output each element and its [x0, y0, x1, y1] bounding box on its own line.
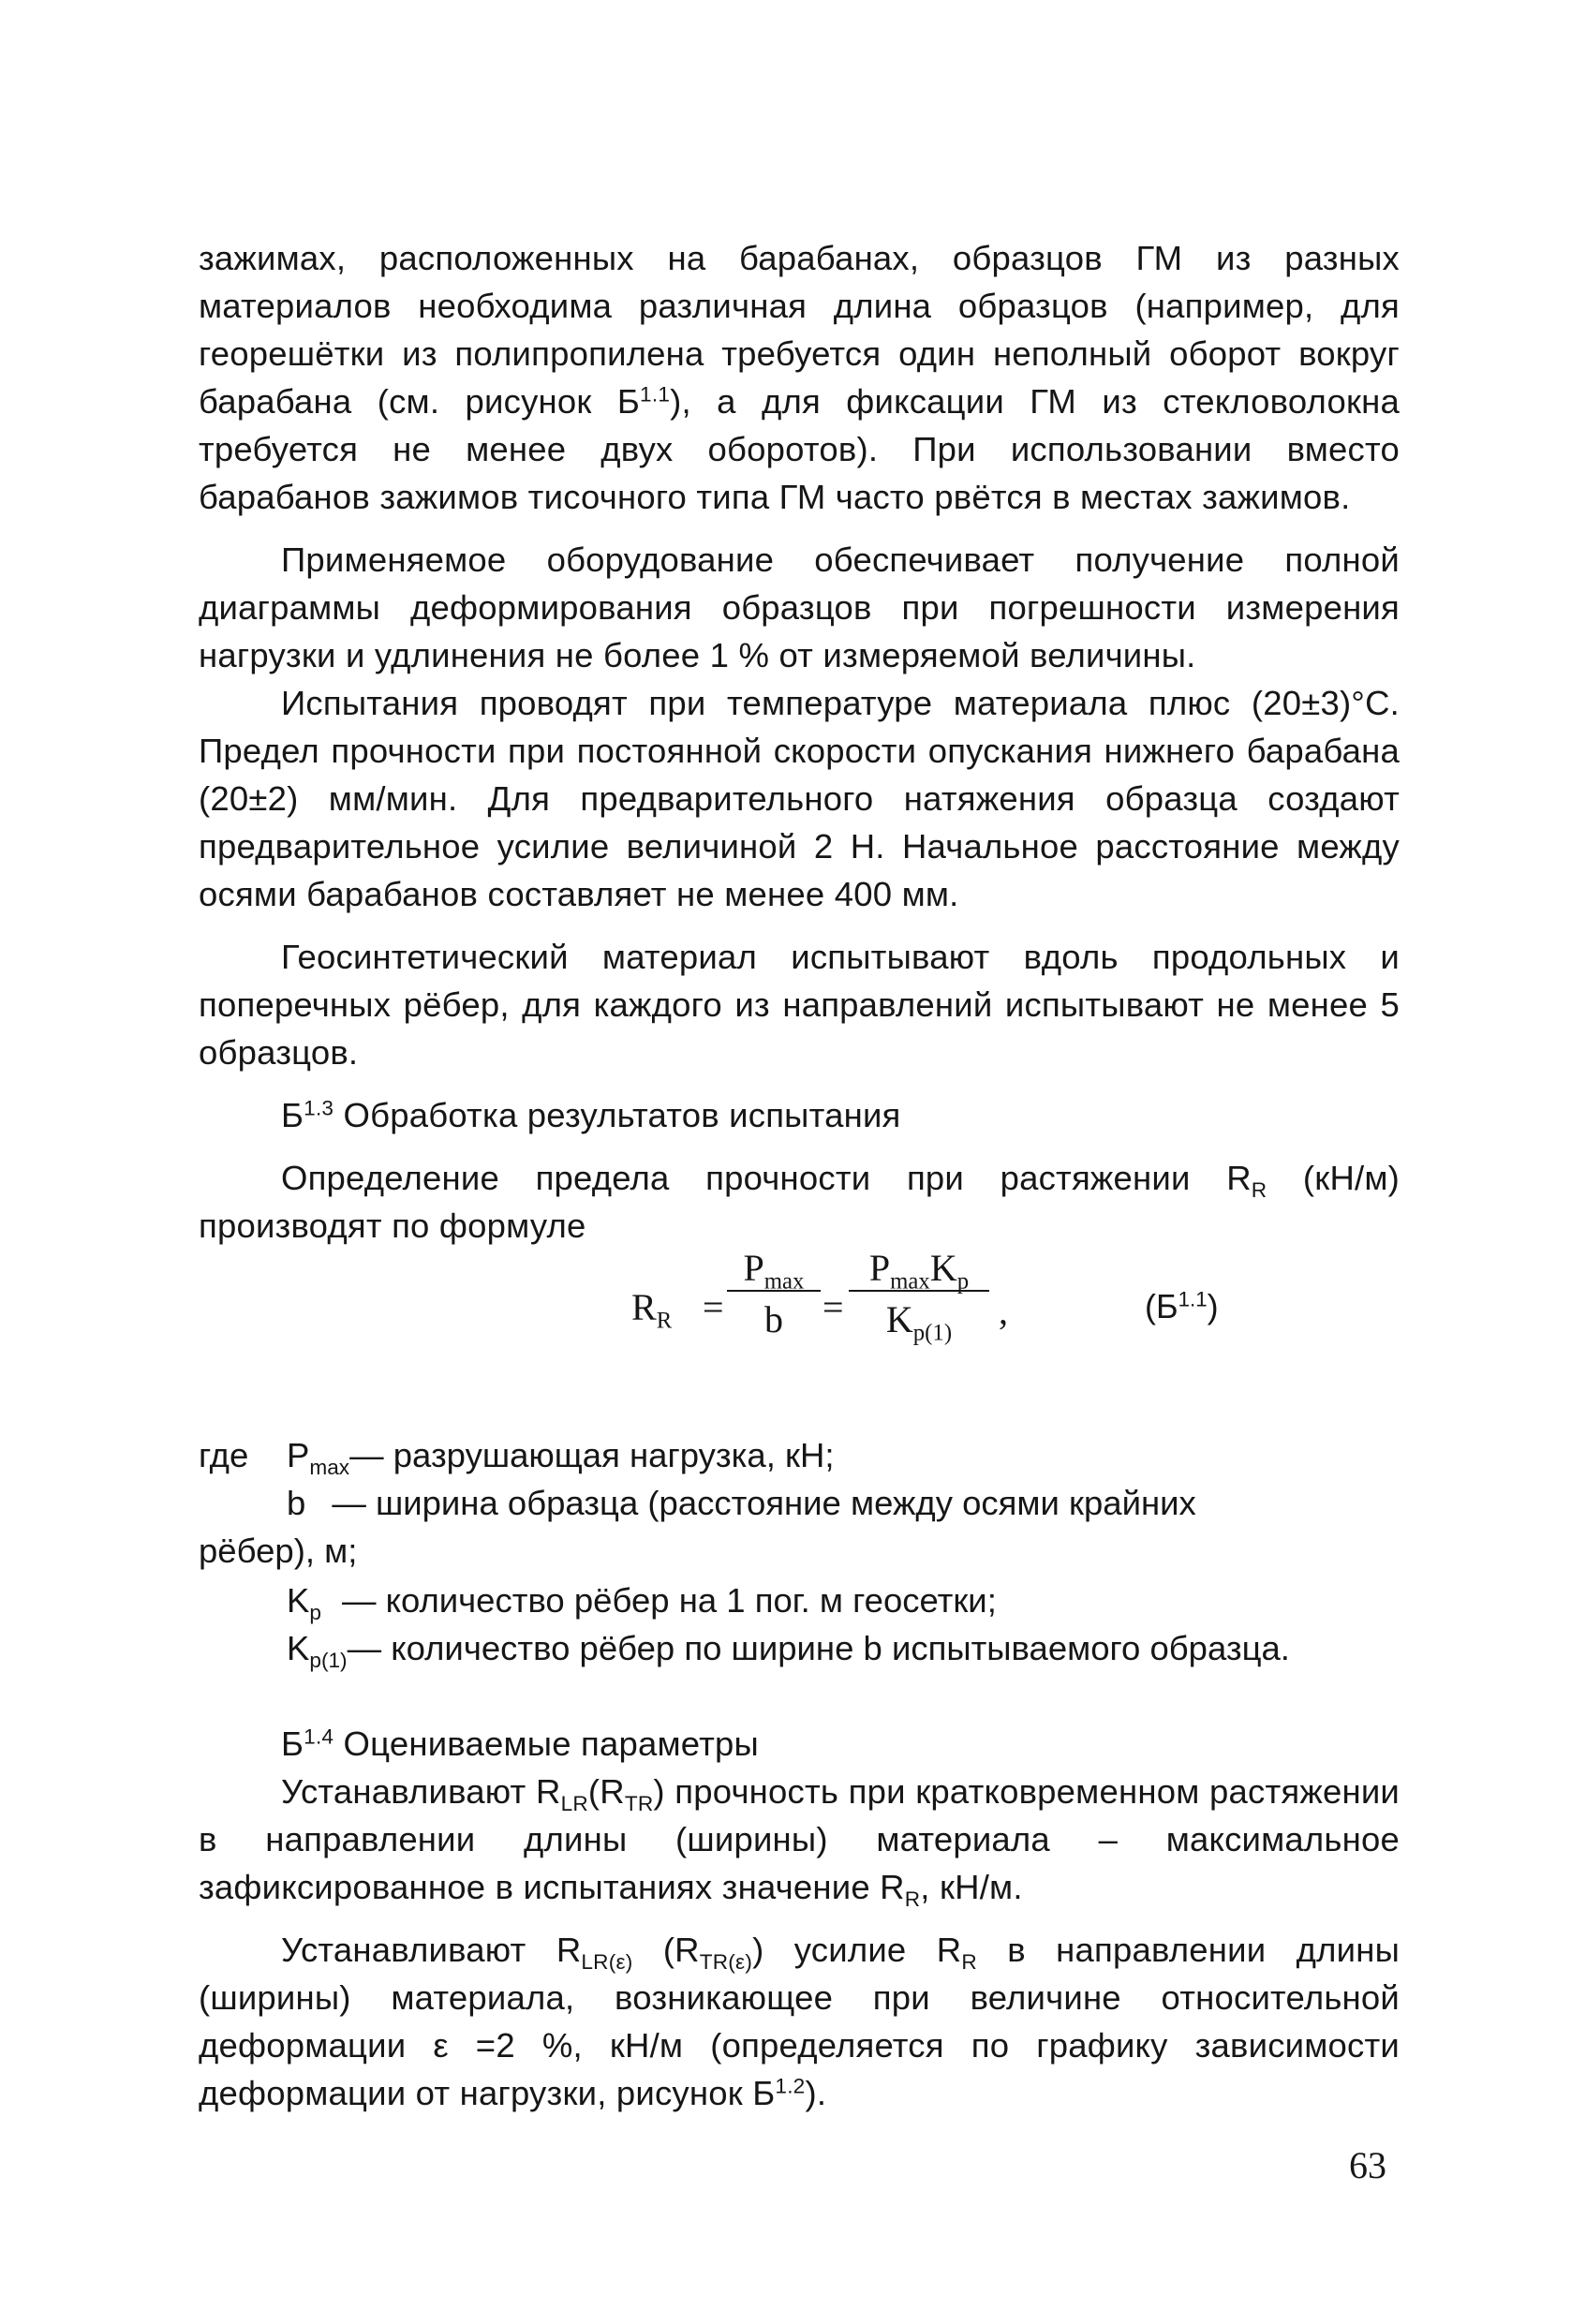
- fraction-1-numerator: $P_{max}$: [743, 1247, 805, 1295]
- formula-equals-2: =: [823, 1286, 844, 1328]
- section-heading-1-4: $Б^{1.4}$ Оцениваемые параметры: [281, 1724, 759, 1763]
- fraction-1-denominator: b: [764, 1298, 783, 1340]
- definition-where-label: где: [199, 1436, 249, 1474]
- fraction-2-numerator: $P_{max}K_p$: [868, 1247, 970, 1295]
- paragraph-clamps: зажимах, расположенных на барабанах, образцов ГМ из разных материалов необходима различная длина образцов (например, для георешётки из полипропилена требуется один неполный оборот вокруг барабана (см. рисунок $Б^{1.1}$), а для фиксации ГМ из стекловолокна требуется не менее двух оборотов). При использовании вместо барабанов зажимов тисочного типа ГМ часто рвётся в местах зажимов.: [199, 239, 1400, 516]
- fraction-2-denominator: $K_{p(1)}$: [885, 1298, 953, 1346]
- formula-lhs: $R_R$: [631, 1286, 673, 1334]
- paragraph-equipment: Применяемое оборудование обеспечивает получение полной диаграммы деформирования образцов при погрешности измерения нагрузки и удлинения не более 1 % от измеряемой величины.: [199, 540, 1400, 674]
- definition-b-continuation: рёбер), м;: [199, 1532, 358, 1570]
- formula-comma: ,: [999, 1290, 1008, 1332]
- body-text-lower: [199, 1720, 1400, 2117]
- page-number: 63: [1349, 2144, 1386, 2186]
- definition-kp: $K_p$ — количество рёбер на 1 пог. м геосетки;: [287, 1581, 997, 1624]
- formula-equals-1: =: [703, 1286, 724, 1328]
- body-text-upper: [199, 234, 1400, 1250]
- formula-b1-1: [624, 1246, 1298, 1386]
- definition-pmax: $P_{max}—$ разрушающая нагрузка, кН;: [287, 1436, 835, 1479]
- paragraph-formula-intro: Определение предела прочности при растяжении $R_R$ (кН/м) производят по формуле: [199, 1159, 1400, 1245]
- definition-b: b — ширина образца (расстояние между осями крайних: [287, 1484, 1196, 1522]
- definition-kp1: $K_{p(1)}—$ количество рёбер по ширине b испытываемого образца.: [287, 1629, 1290, 1672]
- formula-fraction-1: [727, 1246, 821, 1341]
- paragraph-strain-force: Устанавливают $R_{LR(\varepsilon)}$ $(R_{TR(\varepsilon)})$ усилие $R_R$ в направлении длины (ширины) материала, возникающее при величине относительной деформации ε =2 %, кН/м (определяется по графику зависимости деформации от нагрузки, рисунок $Б^{1.2}$).: [199, 1931, 1401, 2112]
- formula-number: $(Б^{1.1})$: [1145, 1287, 1219, 1325]
- section-heading-1-3: $Б^{1.3}$ Обработка результатов испытания: [281, 1096, 901, 1134]
- formula-fraction-2: [849, 1246, 989, 1346]
- paragraph-test-conditions: Испытания проводят при температуре материала плюс (20±3)°С. Предел прочности при постоянной скорости опускания нижнего барабана (20±2) мм/мин. Для предварительного натяжения образца создают предварительное усилие величиной 2 Н. Начальное расстояние между осями барабанов составляет не менее 400 мм.: [199, 684, 1400, 913]
- paragraph-sample-count: Геосинтетический материал испытывают вдоль продольных и поперечных рёбер, для каждого из направлений испытывают не менее 5 образцов.: [199, 938, 1400, 1072]
- paragraph-short-term-strength: Устанавливают $R_{LR}(R_{TR})$ прочность при кратковременном растяжении в направлении длины (ширины) материала – максимальное зафиксированное в испытаниях значение $R_R$, кН/м.: [199, 1772, 1401, 1911]
